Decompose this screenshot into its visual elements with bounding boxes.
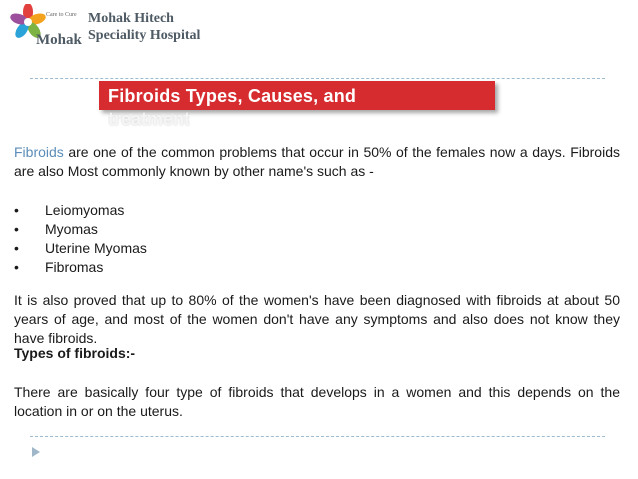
list-item-text: Fibromas <box>45 259 104 275</box>
types-paragraph: There are basically four type of fibroids that develops in a women and this depends on the location in or on the uterus. <box>14 384 620 419</box>
hospital-logo <box>8 4 201 54</box>
list-item-text: Myomas <box>45 221 98 237</box>
list-item <box>14 258 147 277</box>
hospital-name-line2: Speciality Hospital <box>88 28 201 43</box>
intro-text: are one of the common problems that occur in 50% of the females now a days. Fibroids are also Most commonly known by other name's such as - <box>14 144 620 179</box>
hospital-name-line1: Mohak Hitech <box>88 11 174 26</box>
intro-paragraph <box>14 143 620 181</box>
statistics-paragraph: It is also proved that up to 80% of the women's have been diagnosed with fibroids at about 50 years of age, and most of the women don't have any symptoms and also does not know they have fibroids. <box>14 292 620 346</box>
slide-title-overflow: treatment <box>108 109 191 129</box>
hospital-name <box>88 10 200 44</box>
list-item-text: Leiomyomas <box>45 202 125 218</box>
list-item-text: Uterine Myomas <box>45 240 147 256</box>
bullet-icon: • <box>14 202 19 218</box>
logo-mark-text: Mohak <box>36 32 82 48</box>
bottom-divider <box>30 436 605 437</box>
bullet-icon: • <box>14 221 19 237</box>
fibroid-names-list <box>14 201 147 277</box>
bullet-icon: • <box>14 240 19 256</box>
slide-arrow-icon <box>32 447 40 457</box>
list-item <box>14 201 147 220</box>
top-divider <box>30 78 605 79</box>
logo-flower-icon <box>8 4 82 54</box>
fibroids-link[interactable]: Fibroids <box>14 144 64 160</box>
logo-tagline: Care to Cure <box>46 12 77 18</box>
list-item <box>14 239 147 258</box>
list-item <box>14 220 147 239</box>
types-heading: Types of fibroids:- <box>14 345 136 361</box>
bullet-icon: • <box>14 259 19 275</box>
slide-title: Fibroids Types, Causes, and <box>108 86 357 106</box>
